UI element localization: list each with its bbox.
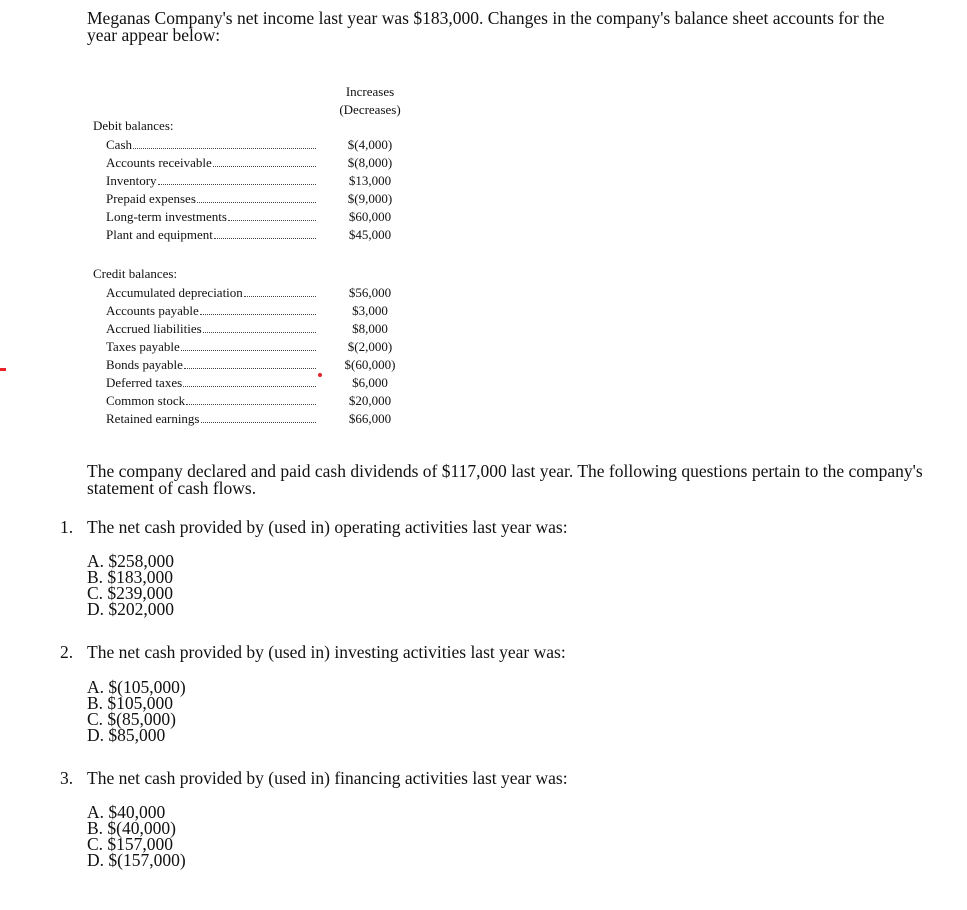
intro-text: Meganas Company's net income last year was $183,000. Changes in the company's balance sheet accounts for the year appear below: — [87, 8, 885, 45]
credit-value: $20,000 — [348, 393, 392, 408]
debit-value: $(4,000) — [347, 137, 393, 152]
option-b[interactable]: B. $183,000 — [87, 567, 174, 587]
column-header-line2: (Decreases) — [339, 102, 401, 117]
credit-balances-label: Credit balances: — [93, 266, 178, 281]
leader-dots — [197, 202, 316, 203]
leader-dots — [181, 350, 316, 351]
leader-dots — [158, 184, 316, 185]
credit-row-label: Retained earnings — [106, 411, 200, 426]
debit-row-label: Accounts receivable — [106, 155, 212, 170]
question-2 — [60, 642, 566, 662]
question-number: 1. — [60, 517, 74, 537]
leader-dots — [183, 386, 316, 387]
leader-dots — [200, 314, 316, 315]
debit-row-label: Long-term investments — [106, 209, 227, 224]
question-3-options — [87, 804, 186, 868]
credit-row-label: Accounts payable — [106, 303, 199, 318]
debit-value: $13,000 — [348, 173, 392, 188]
question-1 — [60, 517, 568, 537]
debit-row — [106, 136, 318, 153]
debit-row-label: Cash — [106, 137, 132, 152]
credit-row — [106, 284, 318, 301]
credit-value: $3,000 — [352, 303, 388, 318]
option-a[interactable]: A. $258,000 — [87, 551, 175, 571]
red-dot-mark — [318, 373, 322, 377]
debit-row — [106, 208, 318, 225]
debit-balances-label: Debit balances: — [93, 118, 174, 133]
option-d[interactable]: D. $(157,000) — [87, 850, 186, 870]
credit-row-label: Taxes payable — [106, 339, 180, 354]
credit-row — [106, 410, 318, 427]
question-number: 2. — [60, 642, 74, 662]
credit-row — [106, 374, 318, 391]
credit-value: $(60,000) — [344, 357, 396, 372]
credit-row — [106, 302, 318, 319]
leader-dots — [184, 368, 316, 369]
debit-row-label: Inventory — [106, 173, 157, 188]
leader-dots — [203, 332, 316, 333]
option-c[interactable]: C. $157,000 — [87, 834, 174, 854]
credit-row — [106, 320, 318, 337]
credit-row-label: Accrued liabilities — [106, 321, 202, 336]
question-1-options — [87, 553, 174, 617]
option-b[interactable]: B. $(40,000) — [87, 818, 176, 838]
question-number: 3. — [60, 768, 74, 788]
credit-value: $6,000 — [352, 375, 388, 390]
credit-row-label: Accumulated depreciation — [106, 285, 243, 300]
column-header — [330, 83, 410, 119]
question-text: The net cash provided by (used in) investing activities last year was: — [87, 642, 566, 662]
credit-row — [106, 356, 318, 373]
debit-row — [106, 172, 318, 189]
debit-value: $(9,000) — [347, 191, 393, 206]
debit-value: $60,000 — [348, 209, 392, 224]
column-header-line1: Increases — [345, 84, 395, 99]
leader-dots — [186, 404, 316, 405]
debit-row — [106, 154, 318, 171]
question-3 — [60, 768, 568, 788]
debit-value: $(8,000) — [347, 155, 393, 170]
debit-row-label: Prepaid expenses — [106, 191, 196, 206]
option-a[interactable]: A. $40,000 — [87, 802, 166, 822]
leader-dots — [201, 422, 317, 423]
leader-dots — [228, 220, 316, 221]
leader-dots — [244, 296, 316, 297]
credit-value: $56,000 — [348, 285, 392, 300]
option-c[interactable]: C. $(85,000) — [87, 709, 176, 729]
credit-row-label: Common stock — [106, 393, 186, 408]
option-c[interactable]: C. $239,000 — [87, 583, 174, 603]
credit-row-label: Bonds payable — [106, 357, 183, 372]
credit-value: $66,000 — [348, 411, 392, 426]
option-d[interactable]: D. $202,000 — [87, 599, 175, 619]
option-d[interactable]: D. $85,000 — [87, 725, 166, 745]
credit-row — [106, 338, 318, 355]
option-b[interactable]: B. $105,000 — [87, 693, 174, 713]
red-mark-left — [0, 368, 6, 371]
option-a[interactable]: A. $(105,000) — [87, 677, 186, 697]
leader-dots — [133, 148, 316, 149]
debit-row — [106, 190, 318, 207]
leader-dots — [213, 166, 316, 167]
leader-dots — [214, 238, 316, 239]
question-text: The net cash provided by (used in) financing activities last year was: — [87, 768, 568, 788]
question-2-options — [87, 679, 186, 743]
dividends-paragraph: The company declared and paid cash dividends of $117,000 last year. The following questions pertain to the company's statement of cash flows. — [87, 461, 923, 498]
debit-row-label: Plant and equipment — [106, 227, 213, 242]
credit-row-label: Deferred taxes — [106, 375, 183, 390]
debit-value: $45,000 — [348, 227, 392, 242]
credit-row — [106, 392, 318, 409]
credit-value: $8,000 — [352, 321, 388, 336]
credit-value: $(2,000) — [347, 339, 393, 354]
debit-row — [106, 226, 318, 243]
question-text: The net cash provided by (used in) operating activities last year was: — [87, 517, 568, 537]
